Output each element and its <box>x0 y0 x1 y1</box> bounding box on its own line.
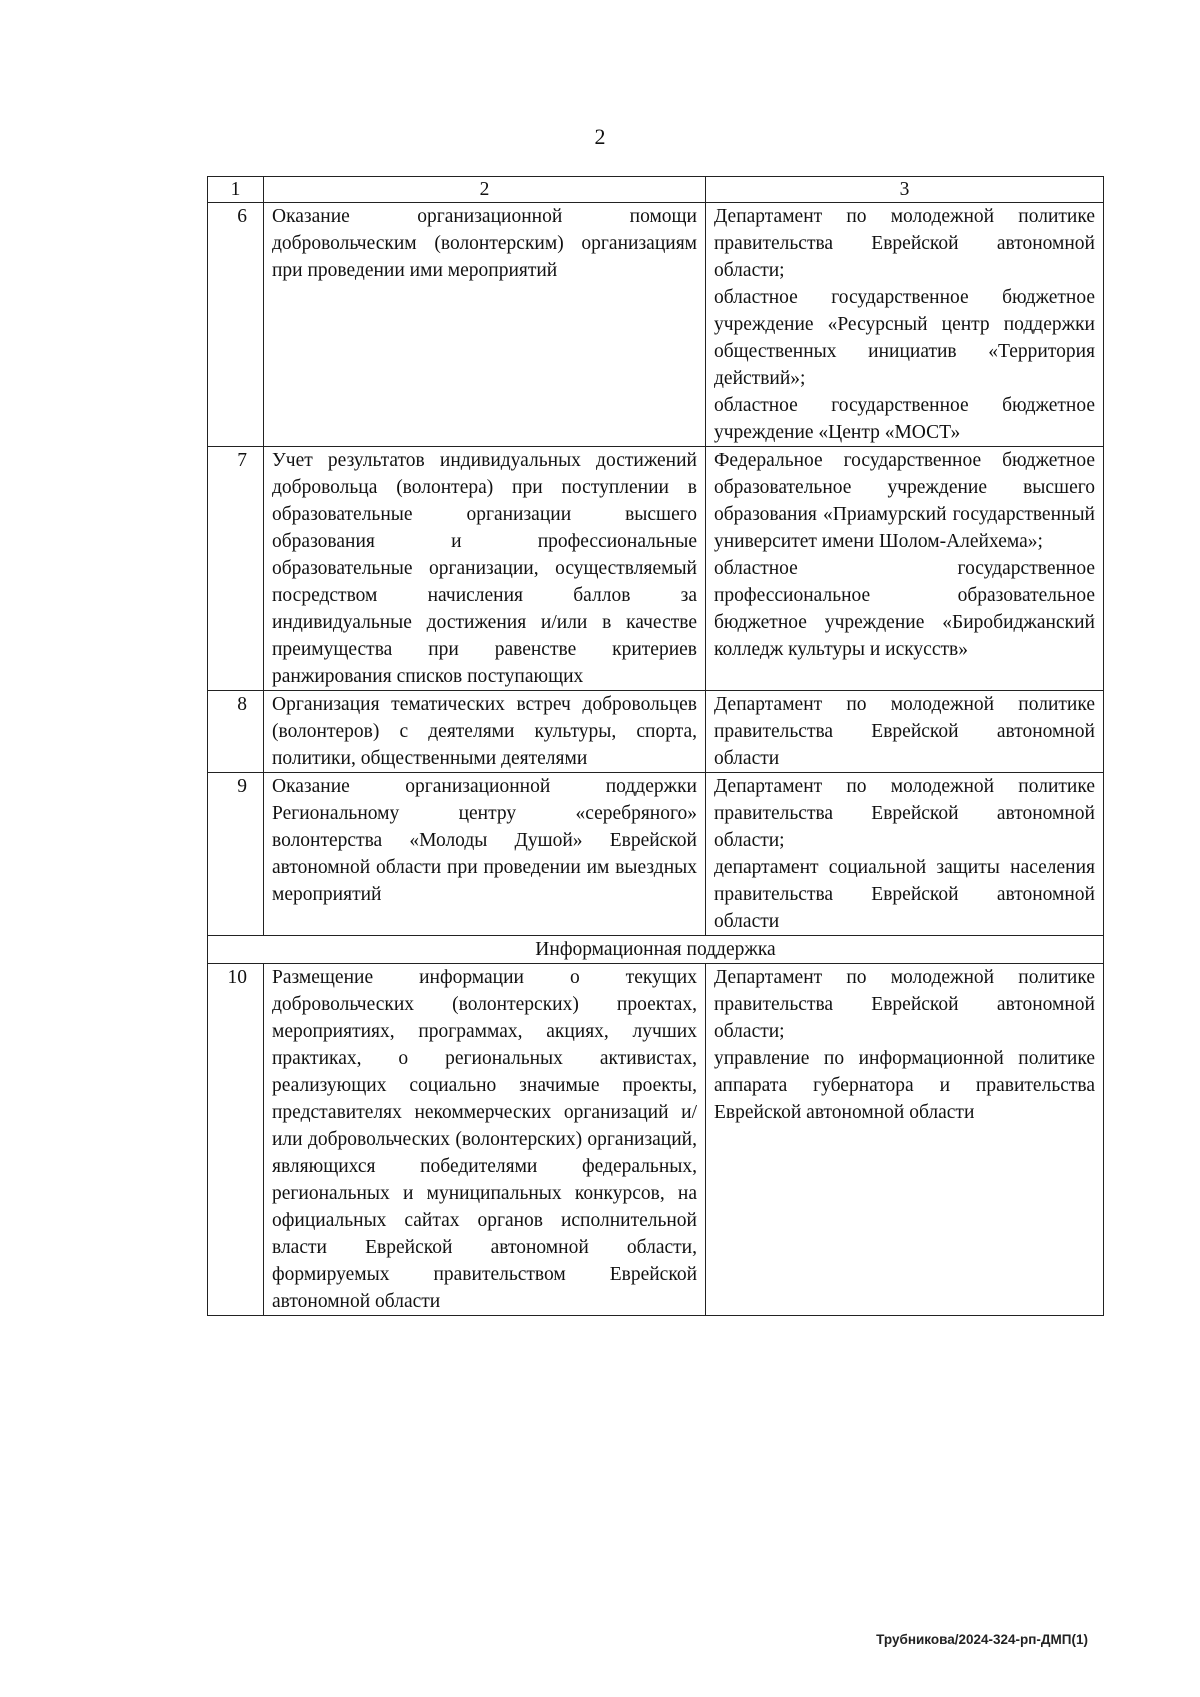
table-row <box>208 964 1104 1316</box>
activity-cell: Оказание организационной поддержки Региональному центру «серебряного» волонтерства «Молоды Душой» Еврейской автономной области при проведении им выездных мероприятий <box>264 773 706 936</box>
activity-cell: Организация тематических встреч добровольцев (волонтеров) с деятелями культуры, спорта, политики, общественными деятелями <box>264 691 706 773</box>
executors-cell <box>706 203 1104 447</box>
executor-entry: управление по информационной политике аппарата губернатора и правительства Еврейской автономной области <box>714 1048 1095 1123</box>
table-row <box>208 773 1104 936</box>
executor-entry: областное государственное профессиональное образовательное бюджетное учреждение «Биробиджанский колледж культуры и искусств» <box>714 558 1095 660</box>
activity-cell: Оказание организационной помощи добровольческим (волонтерским) организациям при проведении ими мероприятий <box>264 203 706 447</box>
section-header-row <box>208 936 1104 964</box>
header-col-1: 1 <box>208 177 264 203</box>
executor-entry: Департамент по молодежной политике правительства Еврейской автономной области; <box>714 967 1095 1042</box>
executor-entry: Департамент по молодежной политике правительства Еврейской автономной области; <box>714 776 1095 851</box>
header-col-3: 3 <box>706 177 1104 203</box>
table-row <box>208 203 1104 447</box>
row-number: 8 <box>208 691 264 773</box>
table-header-row <box>208 177 1104 203</box>
header-col-2: 2 <box>264 177 706 203</box>
page-number: 2 <box>594 124 606 149</box>
section-title: Информационная поддержка <box>208 936 1104 964</box>
executor-entry: областное государственное бюджетное учреждение «Ресурсный центр поддержки общественных инициатив «Территория действий»; <box>714 287 1095 389</box>
executors-cell <box>706 447 1104 691</box>
executor-entry: областное государственное бюджетное учреждение «Центр «МОСТ» <box>714 395 1095 443</box>
document-code: Трубникова/2024-324-рп-ДМП(1) <box>876 1632 1088 1647</box>
measures-table <box>207 176 1104 1316</box>
executors-cell <box>706 773 1104 936</box>
activity-cell: Размещение информации о текущих добровольческих (волонтерских) проектах, мероприятиях, программах, акциях, лучших практиках, о региональных активистах, реализующих социально значимые проекты, представителях некоммерческих организаций и/или добровольческих (волонтерских) организаций, являющихся победителями федеральных, региональных и муниципальных конкурсов, на официальных сайтах органов исполнительной власти Еврейской автономной области, формируемых правительством Еврейской автономной области <box>264 964 706 1316</box>
row-number: 10 <box>208 964 264 1316</box>
table-row <box>208 447 1104 691</box>
row-number: 6 <box>208 203 264 447</box>
executor-entry: департамент социальной защиты населения правительства Еврейской автономной области <box>714 857 1095 932</box>
table-row <box>208 691 1104 773</box>
executors-cell <box>706 691 1104 773</box>
executor-entry: Департамент по молодежной политике правительства Еврейской автономной области <box>714 694 1095 769</box>
row-number: 9 <box>208 773 264 936</box>
row-number: 7 <box>208 447 264 691</box>
executors-cell <box>706 964 1104 1316</box>
executor-entry: Департамент по молодежной политике правительства Еврейской автономной области; <box>714 206 1095 281</box>
executor-entry: Федеральное государственное бюджетное образовательное учреждение высшего образования «Приамурский государственный университет имени Шолом-Алейхема»; <box>714 450 1095 552</box>
activity-cell: Учет результатов индивидуальных достижений добровольца (волонтера) при поступлении в образовательные организации высшего образования и профессиональные образовательные организации, осуществляемый посредством начисления баллов за индивидуальные достижения и/или в качестве преимущества при равенстве критериев ранжирования списков поступающих <box>264 447 706 691</box>
